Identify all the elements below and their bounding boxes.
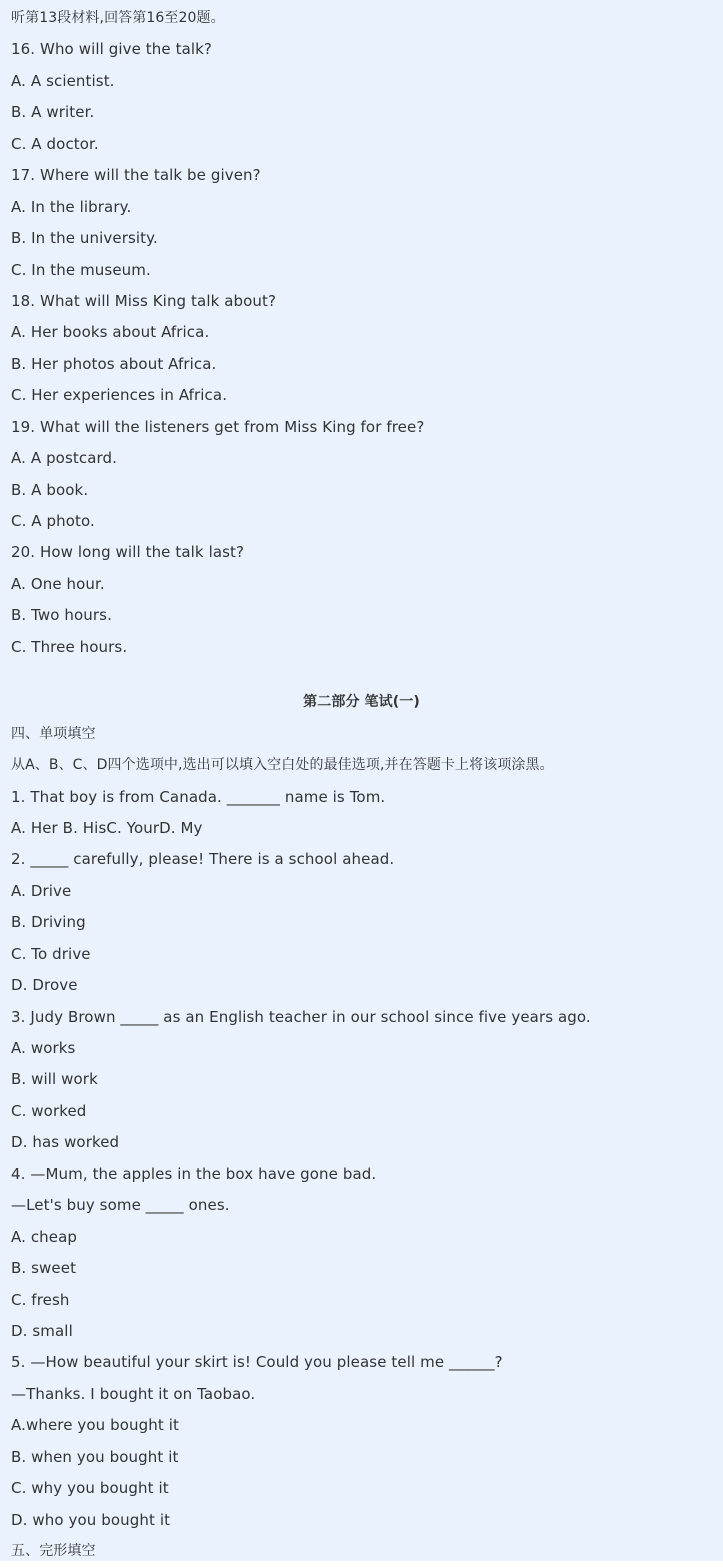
question-line: 2. _____ carefully, please! There is a school ahead.	[11, 850, 395, 869]
question-line: 4. —Mum, the apples in the box have gone bad.	[11, 1164, 377, 1183]
option-line: D. who you bought it	[11, 1510, 171, 1529]
option-line: A. One hour.	[11, 574, 105, 593]
option-line: C. fresh	[11, 1290, 70, 1309]
question-line: 3. Judy Brown _____ as an English teacher in our school since five years ago.	[11, 1007, 591, 1026]
option-line: B. when you bought it	[11, 1447, 179, 1466]
question-line: 1. That boy is from Canada. _______ name is Tom.	[11, 787, 386, 806]
option-line: A. In the library.	[11, 197, 132, 216]
option-line: D. has worked	[11, 1133, 120, 1152]
option-line: C. why you bought it	[11, 1479, 169, 1498]
option-line: B. Two hours.	[11, 606, 112, 625]
section4-title: 四、单项填空	[11, 725, 96, 742]
section-gap	[11, 663, 723, 687]
option-line: C. A doctor.	[11, 134, 99, 153]
part-title: 第二部分 笔试(一)	[303, 694, 420, 711]
section4-instructions: 从A、B、C、D四个选项中,选出可以填入空白处的最佳选项,并在答题卡上将该项涂黑。	[11, 757, 554, 774]
option-line: A. works	[11, 1039, 76, 1057]
section5-title: 五、完形填空	[11, 1543, 96, 1559]
option-line: B. will work	[11, 1070, 98, 1089]
option-line: D. Drove	[11, 976, 78, 995]
option-line: C. Three hours.	[11, 637, 128, 656]
dialogue-line: —Thanks. I bought it on Taobao.	[11, 1384, 256, 1403]
option-line: D. small	[11, 1321, 73, 1340]
option-line: B. A book.	[11, 480, 89, 499]
question-line: 18. What will Miss King talk about?	[11, 291, 277, 310]
question-line: 19. What will the listeners get from Miss King for free?	[11, 417, 425, 436]
listening-intro: 听第13段材料,回答第16至20题。	[11, 10, 225, 26]
option-line: C. In the museum.	[11, 260, 151, 279]
option-line: B. In the university.	[11, 229, 158, 248]
written-questions	[11, 782, 723, 1537]
option-line: B. Driving	[11, 913, 86, 932]
option-line: B. A writer.	[11, 103, 95, 122]
option-line: C. worked	[11, 1101, 87, 1120]
option-line: C. To drive	[11, 944, 91, 963]
option-line: A. cheap	[11, 1227, 78, 1246]
option-line: A. A scientist.	[11, 71, 115, 90]
question-line: 17. Where will the talk be given?	[11, 166, 261, 185]
listening-questions	[11, 34, 723, 663]
option-line: A. Drive	[11, 881, 72, 900]
option-line: B. sweet	[11, 1259, 77, 1278]
dialogue-line: —Let's buy some _____ ones.	[11, 1196, 230, 1215]
option-line: A. Her books about Africa.	[11, 323, 210, 342]
option-line: C. A photo.	[11, 512, 95, 530]
option-line: C. Her experiences in Africa.	[11, 386, 228, 405]
question-line: 20. How long will the talk last?	[11, 543, 245, 562]
option-line: A. A postcard.	[11, 449, 117, 468]
question-line: 5. —How beautiful your skirt is! Could you please tell me ______?	[11, 1353, 503, 1372]
option-line: A. Her B. HisC. YourD. My	[11, 818, 203, 837]
option-line: A.where you bought it	[11, 1416, 179, 1435]
option-line: B. Her photos about Africa.	[11, 354, 217, 373]
question-line: 16. Who will give the talk?	[11, 40, 212, 59]
